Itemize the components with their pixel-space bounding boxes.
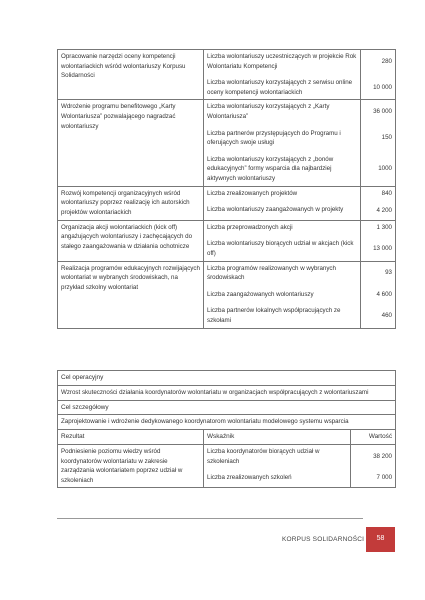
value-cell xyxy=(361,186,396,220)
indicator-value: 7 000 xyxy=(376,473,393,481)
value-cell xyxy=(361,100,396,186)
indicator-label: Liczba zaangażowanych wolontariuszy xyxy=(207,290,314,298)
indicator-cell xyxy=(204,50,361,100)
page-number: 58 xyxy=(376,535,385,543)
action-cell: Wdrożenie programu benefitowego „Karty Wolontariusza” pozwalającego nagradzać wolontariuszy xyxy=(58,100,204,186)
indicator-value: 1 300 xyxy=(376,223,392,231)
indicator-label: Liczba wolontariuszy korzystających z „Karty Wolontariusza” xyxy=(207,103,330,121)
operational-goal-text: Wzrost skuteczności działania koordynatorów wolontariatu w organizacjach współpracujących z wolontariuszami xyxy=(58,385,396,400)
header-value: Wartość xyxy=(351,430,396,445)
action-cell: Realizacja programów edukacyjnych rozwijających wolontariat w wybranych środowiskach, na przykład szkolny wolontariat xyxy=(58,261,204,328)
table-row xyxy=(58,220,396,261)
action-cell: Organizacja akcji wolontariackich (kick off) angażujących wolontariuszy i zachęcających do stałego zaangażowania w działania ochotnicze xyxy=(58,220,204,261)
indicator-label: Liczba koordynatorów biorących udział w szkoleniach xyxy=(207,447,320,465)
value-cell xyxy=(361,261,396,328)
indicator-cell xyxy=(204,220,361,261)
indicator-label: Liczba wolontariuszy zaangażowanych w projekty xyxy=(207,206,344,214)
indicator-cell xyxy=(204,444,351,487)
indicator-value: 10 000 xyxy=(373,83,392,91)
table-row xyxy=(58,186,396,220)
indicator-value: 93 xyxy=(385,269,392,277)
indicator-value: 4 600 xyxy=(376,290,392,298)
value-cell xyxy=(351,444,396,487)
indicator-value: 840 xyxy=(381,189,392,197)
table-row xyxy=(58,100,396,186)
indicator-cell xyxy=(204,186,361,220)
indicator-value: 4 200 xyxy=(376,206,392,214)
indicator-value: 460 xyxy=(381,312,392,320)
indicators-table-body xyxy=(58,50,396,329)
indicator-label: Liczba wolontariuszy biorących udział w akcjach (kick off) xyxy=(207,240,354,257)
table-row xyxy=(58,50,396,100)
indicator-label: Liczba przeprowadzonych akcji xyxy=(207,223,293,231)
detailed-goal-text: Zaprojektowanie i wdrożenie dedykowanego koordynatorom wolontariatu modelowego systemu wsparcia xyxy=(58,415,396,430)
indicator-value: 1000 xyxy=(378,165,392,173)
result-cell: Podniesienie poziomu wiedzy wśród koordynatorów wolontariatu w zakresie zarządzania wolontariatem poprzez udział w szkoleniach xyxy=(58,444,204,487)
indicator-label: Liczba wolontariuszy korzystających z „bonów edukacyjnych” formy wsparcia dla najbardziej aktywnych wolontariuszy xyxy=(207,155,334,183)
detailed-goal-label: Cel szczegółowy xyxy=(58,400,396,415)
page-number-badge xyxy=(366,527,395,552)
footer-divider xyxy=(57,518,363,519)
indicator-label: Liczba zrealizowanych szkoleń xyxy=(207,474,292,482)
value-cell xyxy=(361,50,396,100)
goal-table xyxy=(57,370,396,488)
action-cell: Opracowanie narzędzi oceny kompetencji wolontariackich wśród wolontariuszy Korpusu Solidarności xyxy=(58,50,204,100)
indicator-cell xyxy=(204,261,361,328)
indicator-label: Liczba programów realizowanych w wybranych środowiskach xyxy=(207,264,336,282)
indicator-value: 150 xyxy=(381,134,392,142)
header-indicator: Wskaźnik xyxy=(204,430,351,445)
value-cell xyxy=(361,220,396,261)
action-cell: Rozwój kompetencji organizacyjnych wśród wolontariuszy poprzez realizację ich autorskich projektów wolontariackich xyxy=(58,186,204,220)
indicator-label: Liczba wolontariuszy korzystających z serwisu online oceny kompetencji wolontariackich xyxy=(207,79,353,96)
indicators-table xyxy=(57,49,396,329)
footer-title: KORPUS SOLIDARNOŚCI xyxy=(282,536,365,543)
operational-goal-label: Cel operacyjny xyxy=(58,371,396,386)
indicator-value: 36 000 xyxy=(373,108,392,116)
indicator-label: Liczba zrealizowanych projektów xyxy=(207,189,298,197)
indicator-cell xyxy=(204,100,361,186)
indicator-label: Liczba partnerów lokalnych współpracujących ze szkołami xyxy=(207,307,341,324)
indicator-value: 13 000 xyxy=(373,245,392,253)
table-row xyxy=(58,444,396,487)
header-result: Rezultat xyxy=(58,430,204,445)
indicator-label: Liczba partnerów przystępujących do Programu i oferujących swoje usługi xyxy=(207,129,341,147)
goal-table-body xyxy=(58,444,396,487)
indicator-label: Liczba wolontariuszy uczestniczących w projekcie Rok Wolontariatu Kompetencji xyxy=(207,53,357,70)
indicator-value: 38 200 xyxy=(373,452,393,460)
indicator-value: 280 xyxy=(381,57,392,65)
table-row xyxy=(58,261,396,328)
